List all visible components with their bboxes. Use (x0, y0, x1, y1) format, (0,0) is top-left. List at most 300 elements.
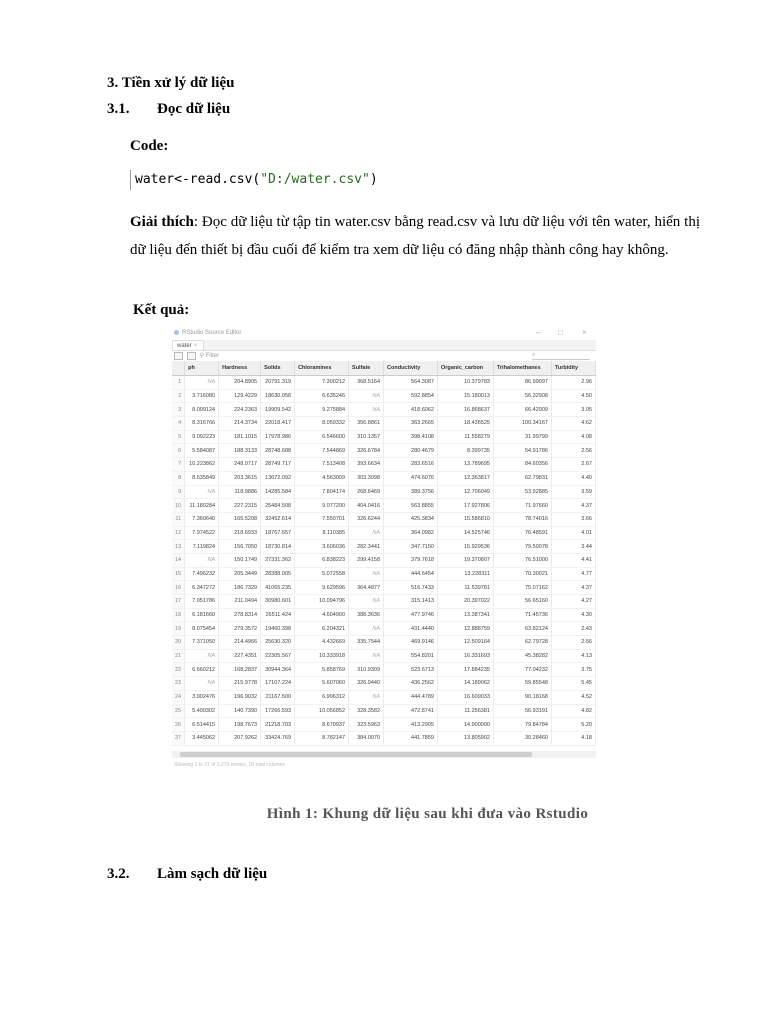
table-cell: 62.79831 (493, 471, 551, 485)
table-cell: NA (349, 567, 384, 581)
table-cell: 75.07162 (493, 581, 551, 595)
table-cell: 25484.508 (261, 499, 295, 513)
row-index: 18 (172, 608, 185, 622)
row-index: 20 (172, 636, 185, 650)
table-cell: 7.300212 (295, 376, 349, 390)
table-cell: 86.99097 (493, 376, 551, 390)
table-cell: 205.3449 (219, 567, 261, 581)
explanation-text: : Đọc dữ liệu từ tập tin water.csv bằng read.csv và lưu dữ liệu với tên water, hiển thị dữ liệu đến thiết bị đầu cuối để kiểm tra xem dữ liệu có đăng nhập thành công hay không. (130, 214, 700, 258)
table-row (172, 553, 596, 567)
table-cell: NA (349, 595, 384, 609)
table-cell: 564.3087 (384, 376, 438, 390)
table-cell: 11.180284 (185, 499, 219, 513)
table-cell: 28749.717 (261, 458, 295, 472)
table-cell: NA (185, 649, 219, 663)
table-cell: 5.072558 (295, 567, 349, 581)
row-index: 19 (172, 622, 185, 636)
table-cell: 4.50 (551, 389, 595, 403)
table-cell: 17266.593 (261, 704, 295, 718)
table-cell: 17.927806 (437, 499, 493, 513)
table-cell: 516.7433 (384, 581, 438, 595)
table-cell: 18.436525 (437, 417, 493, 431)
row-index: 7 (172, 458, 185, 472)
table-cell: 79.84784 (493, 718, 551, 732)
tab-close-icon[interactable]: × (193, 343, 198, 349)
table-cell: NA (185, 376, 219, 390)
table-cell: 7.974522 (185, 526, 219, 540)
table-cell: NA (349, 649, 384, 663)
table-cell: 30944.364 (261, 663, 295, 677)
table-cell: 2.56 (551, 636, 595, 650)
table-cell: 54.91786 (493, 444, 551, 458)
table-cell: 14.525746 (437, 526, 493, 540)
editor-tabbar (172, 340, 596, 351)
table-cell: 280.4679 (384, 444, 438, 458)
row-index: 21 (172, 649, 185, 663)
table-cell: NA (349, 526, 384, 540)
table-cell: 5.400302 (185, 704, 219, 718)
minimize-icon[interactable]: – (536, 328, 541, 337)
table-row (172, 499, 596, 513)
table-cell: 7.119824 (185, 540, 219, 554)
table-cell: 7.544869 (295, 444, 349, 458)
column-header[interactable]: Sulfate (349, 361, 384, 376)
data-table (172, 361, 596, 746)
table-cell: 56.32908 (493, 389, 551, 403)
table-cell: NA (349, 403, 384, 417)
row-index: 6 (172, 444, 185, 458)
table-cell: 4.37 (551, 581, 595, 595)
table-cell: 472.8741 (384, 704, 438, 718)
magnifier-icon: ⌕ (532, 352, 536, 358)
table-cell: 12.888759 (437, 622, 493, 636)
table-cell: 347.7150 (384, 540, 438, 554)
table-cell: 11.256381 (437, 704, 493, 718)
code-suffix: ) (369, 172, 378, 187)
scrollbar-thumb[interactable] (180, 752, 532, 757)
table-cell: 335.7544 (349, 636, 384, 650)
table-cell: 4.604900 (295, 608, 349, 622)
table-cell: 100.34167 (493, 417, 551, 431)
table-cell: 3.44 (551, 540, 595, 554)
table-cell: 364.0982 (384, 526, 438, 540)
table-cell: 28748.688 (261, 444, 295, 458)
table-cell: 7.371050 (185, 636, 219, 650)
table-row (172, 567, 596, 581)
table-cell: 227.2315 (219, 499, 261, 513)
row-index: 15 (172, 567, 185, 581)
table-cell: 17107.224 (261, 677, 295, 691)
table-cell: 165.5208 (219, 512, 261, 526)
code-snippet (130, 170, 378, 190)
table-cell: 186.7329 (219, 581, 261, 595)
table-row (172, 636, 596, 650)
table-cell: 84.60356 (493, 458, 551, 472)
column-header[interactable]: Hardness (219, 361, 261, 376)
table-cell: NA (185, 677, 219, 691)
table-cell: 129.4229 (219, 389, 261, 403)
table-cell: 363.2665 (384, 417, 438, 431)
table-row (172, 417, 596, 431)
table-cell: NA (349, 622, 384, 636)
table-cell: 3.75 (551, 663, 595, 677)
table-cell: 11.539781 (437, 581, 493, 595)
section-heading-3-2 (107, 866, 267, 883)
table-row (172, 704, 596, 718)
column-header[interactable]: ph (185, 361, 219, 376)
table-row (172, 718, 596, 732)
table-cell: 592.8854 (384, 389, 438, 403)
table-cell: 4.41 (551, 553, 595, 567)
table-cell: 3.05 (551, 403, 595, 417)
table-cell: 4.37 (551, 499, 595, 513)
row-index: 22 (172, 663, 185, 677)
table-cell: 7.804174 (295, 485, 349, 499)
row-index: 12 (172, 526, 185, 540)
table-cell: 16.331693 (437, 649, 493, 663)
table-cell: 207.9262 (219, 731, 261, 745)
table-cell: 8.099124 (185, 403, 219, 417)
back-icon[interactable] (174, 352, 183, 360)
row-index: 14 (172, 553, 185, 567)
table-cell: 10.094796 (295, 595, 349, 609)
column-header[interactable]: Turbidity (551, 361, 595, 376)
table-cell: 12.509164 (437, 636, 493, 650)
table-cell: 5.45 (551, 677, 595, 691)
table-cell: 56.65160 (493, 595, 551, 609)
column-header[interactable]: Solids (261, 361, 295, 376)
table-cell: 326.6244 (349, 512, 384, 526)
row-index: 27 (172, 731, 185, 745)
table-cell: 4.01 (551, 526, 595, 540)
table-cell: 4.82 (551, 704, 595, 718)
table-cell: 140.7390 (219, 704, 261, 718)
table-row (172, 677, 596, 691)
table-cell: 17978.986 (261, 430, 295, 444)
table-cell: NA (185, 553, 219, 567)
table-cell: 218.6933 (219, 526, 261, 540)
table-cell: 6.514415 (185, 718, 219, 732)
figure-caption: Hình 1: Khung dữ liệu sau khi đưa vào Rstudio (266, 806, 589, 822)
table-cell: 5.607060 (295, 677, 349, 691)
table-cell: 7.360640 (185, 512, 219, 526)
table-cell: 79.50078 (493, 540, 551, 554)
table-cell: 30980.601 (261, 595, 295, 609)
heading-number: 3.2. (107, 866, 130, 882)
table-cell: 18767.657 (261, 526, 295, 540)
table-cell: 6.635246 (295, 389, 349, 403)
heading-text: Đọc dữ liệu (157, 101, 231, 117)
table-cell: 477.9746 (384, 608, 438, 622)
table-cell: 27331.362 (261, 553, 295, 567)
table-cell: 7.051786 (185, 595, 219, 609)
table-cell: 379.7618 (384, 553, 438, 567)
rstudio-app-icon (174, 330, 179, 335)
table-cell: 9.077200 (295, 499, 349, 513)
table-cell: 4.30 (551, 608, 595, 622)
table-cell: 13.228311 (437, 567, 493, 581)
close-icon[interactable]: × (582, 328, 587, 337)
table-cell: 31.99799 (493, 430, 551, 444)
row-index: 9 (172, 485, 185, 499)
table-row (172, 376, 596, 390)
table-cell: NA (349, 389, 384, 403)
table-cell: 41065.235 (261, 581, 295, 595)
window-title: RStudio Source Editor (182, 330, 242, 336)
table-cell: 7.496232 (185, 567, 219, 581)
table-cell: 17.884235 (437, 663, 493, 677)
table-cell: 15.180013 (437, 389, 493, 403)
table-cell: 356.8861 (349, 417, 384, 431)
table-cell: 5.858769 (295, 663, 349, 677)
table-cell: 444.4789 (384, 690, 438, 704)
table-cell: 6.347272 (185, 581, 219, 595)
table-cell: 20.397022 (437, 595, 493, 609)
filter-icon[interactable]: ⚲ (199, 353, 205, 359)
row-index: 1 (172, 376, 185, 390)
table-cell: 3.606036 (295, 540, 349, 554)
table-cell: 5.584087 (185, 444, 219, 458)
table-cell: 76.48591 (493, 526, 551, 540)
table-cell: 431.4440 (384, 622, 438, 636)
row-index: 3 (172, 403, 185, 417)
column-header[interactable]: Chloramines (295, 361, 349, 376)
table-cell: 71.45736 (493, 608, 551, 622)
table-cell: 389.3756 (384, 485, 438, 499)
table-cell: 436.2562 (384, 677, 438, 691)
search-input[interactable] (532, 352, 590, 360)
table-cell: 384.0070 (349, 731, 384, 745)
table-cell: 12.706049 (437, 485, 493, 499)
table-cell: 90.18168 (493, 690, 551, 704)
table-cell: 4.13 (551, 649, 595, 663)
table-row (172, 444, 596, 458)
table-cell: 25630.320 (261, 636, 295, 650)
table-header-row (172, 361, 596, 376)
table-cell: 9.629596 (295, 581, 349, 595)
table-cell: 16.609033 (437, 690, 493, 704)
row-index: 2 (172, 389, 185, 403)
status-text: Showing 1 to 27 of 3,276 entries, 10 total columns (174, 762, 285, 768)
table-cell: 10.223862 (185, 458, 219, 472)
column-header[interactable]: Trihalomethanes (493, 361, 551, 376)
column-header[interactable]: Organic_carbon (437, 361, 493, 376)
table-cell: 13672.092 (261, 471, 295, 485)
table-row (172, 430, 596, 444)
tab-water[interactable] (172, 340, 204, 350)
table-cell: 118.9886 (219, 485, 261, 499)
table-cell: 28388.005 (261, 567, 295, 581)
table-cell: 14.900090 (437, 718, 493, 732)
table-cell: 188.3133 (219, 444, 261, 458)
table-cell: 21218.703 (261, 718, 295, 732)
row-index: 24 (172, 690, 185, 704)
table-cell: 425.3834 (384, 512, 438, 526)
table-row (172, 663, 596, 677)
maximize-icon[interactable]: □ (558, 328, 563, 337)
table-cell: 268.6469 (349, 485, 384, 499)
table-cell: 4.77 (551, 567, 595, 581)
table-cell: 8.316766 (185, 417, 219, 431)
table-cell: 214.3734 (219, 417, 261, 431)
table-cell: 12.363817 (437, 471, 493, 485)
table-cell: 62.79728 (493, 636, 551, 650)
table-cell: 315.1413 (384, 595, 438, 609)
table-row (172, 731, 596, 745)
table-row (172, 540, 596, 554)
table-cell: 364.4877 (349, 581, 384, 595)
table-cell: 15.929536 (437, 540, 493, 554)
table-cell: NA (349, 690, 384, 704)
table-cell: 198.7673 (219, 718, 261, 732)
table-cell: 279.3572 (219, 622, 261, 636)
horizontal-scrollbar[interactable] (172, 751, 596, 758)
table-cell: 7.513408 (295, 458, 349, 472)
table-cell: 303.3098 (349, 471, 384, 485)
table-cell: 4.432669 (295, 636, 349, 650)
rstudio-data-viewer-screenshot (172, 326, 596, 774)
table-cell: 8.399735 (437, 444, 493, 458)
table-cell: 20791.319 (261, 376, 295, 390)
table-cell: 6.996312 (295, 690, 349, 704)
table-cell: 168.2837 (219, 663, 261, 677)
table-cell: 30.28460 (493, 731, 551, 745)
code-string: "D:/water.csv" (260, 172, 370, 187)
table-cell: 6.204321 (295, 622, 349, 636)
column-header[interactable]: Conductivity (384, 361, 438, 376)
table-row (172, 595, 596, 609)
table-cell: 4.40 (551, 471, 595, 485)
table-cell: 32452.614 (261, 512, 295, 526)
table-row (172, 458, 596, 472)
table-cell: 22018.417 (261, 417, 295, 431)
section-heading-3: 3. Tiền xử lý dữ liệu (107, 75, 235, 91)
table-cell: 4.27 (551, 595, 595, 609)
table-cell: 18730.814 (261, 540, 295, 554)
table-cell: 63.82124 (493, 622, 551, 636)
table-cell: 3.902476 (185, 690, 219, 704)
table-cell: 3.59 (551, 485, 595, 499)
tab-label: water (177, 343, 192, 349)
table-row (172, 622, 596, 636)
table-cell: 323.5963 (349, 718, 384, 732)
table-cell: 71.97660 (493, 499, 551, 513)
table-cell: 19909.542 (261, 403, 295, 417)
table-cell: 26511.424 (261, 608, 295, 622)
table-cell: 441.7859 (384, 731, 438, 745)
table-cell: 204.8905 (219, 376, 261, 390)
table-cell: NA (185, 485, 219, 499)
table-row (172, 581, 596, 595)
table-cell: 56.93191 (493, 704, 551, 718)
column-header-index (172, 361, 185, 376)
table-cell: 203.3615 (219, 471, 261, 485)
table-cell: 66.42009 (493, 403, 551, 417)
table-cell: 33424.769 (261, 731, 295, 745)
window-titlebar (172, 326, 596, 340)
table-cell: 413.2905 (384, 718, 438, 732)
table-cell: 9.275884 (295, 403, 349, 417)
table-cell: 8.059332 (295, 417, 349, 431)
table-cell: 13.789695 (437, 458, 493, 472)
row-index: 8 (172, 471, 185, 485)
table-row (172, 389, 596, 403)
table-row (172, 403, 596, 417)
table-cell: 6.660212 (185, 663, 219, 677)
table-cell: 19.370807 (437, 553, 493, 567)
heading-text: Làm sạch dữ liệu (157, 866, 268, 882)
table-cell: 9.092223 (185, 430, 219, 444)
code-prefix: water<-read.csv( (135, 172, 261, 187)
table-cell: 78.74016 (493, 512, 551, 526)
table-cell: 523.6713 (384, 663, 438, 677)
table-cell: 404.0416 (349, 499, 384, 513)
table-cell: 393.6634 (349, 458, 384, 472)
table-cell: 368.5164 (349, 376, 384, 390)
row-index: 17 (172, 595, 185, 609)
table-cell: 14285.584 (261, 485, 295, 499)
table-cell: 10.379783 (437, 376, 493, 390)
table-cell: 248.0717 (219, 458, 261, 472)
popout-icon[interactable] (187, 352, 196, 360)
table-cell: 398.4108 (384, 430, 438, 444)
table-cell: 21167.500 (261, 690, 295, 704)
table-cell: 181.1015 (219, 430, 261, 444)
table-cell: 4.563009 (295, 471, 349, 485)
table-cell: 4.62 (551, 417, 595, 431)
result-label: Kết quả: (133, 302, 190, 318)
table-cell: 15.586810 (437, 512, 493, 526)
table-cell: 59.85548 (493, 677, 551, 691)
table-cell: 3.716080 (185, 389, 219, 403)
table-cell: 6.546600 (295, 430, 349, 444)
explanation-label: Giải thích (130, 214, 194, 230)
table-cell: 6.181660 (185, 608, 219, 622)
table-cell: 156.7050 (219, 540, 261, 554)
table-cell: 278.8314 (219, 608, 261, 622)
table-cell: 8.670937 (295, 718, 349, 732)
table-cell: 299.4158 (349, 553, 384, 567)
table-cell: 14.189062 (437, 677, 493, 691)
table-cell: 8.782147 (295, 731, 349, 745)
table-cell: 4.08 (551, 430, 595, 444)
table-cell: 196.9032 (219, 690, 261, 704)
table-cell: 18630.058 (261, 389, 295, 403)
table-cell: 4.18 (551, 731, 595, 745)
row-index: 16 (172, 581, 185, 595)
table-cell: 563.8855 (384, 499, 438, 513)
table-row (172, 608, 596, 622)
table-row (172, 526, 596, 540)
table-cell: 6.838223 (295, 553, 349, 567)
table-cell: 3.66 (551, 512, 595, 526)
table-cell: 388.3636 (349, 608, 384, 622)
table-cell: 211.0494 (219, 595, 261, 609)
table-cell: 2.43 (551, 622, 595, 636)
table-cell: 10.056852 (295, 704, 349, 718)
table-cell: 7.550701 (295, 512, 349, 526)
table-cell: 2.67 (551, 458, 595, 472)
table-cell: 13.805902 (437, 731, 493, 745)
table-cell: 224.2363 (219, 403, 261, 417)
row-index: 4 (172, 417, 185, 431)
filter-button[interactable]: Filter (205, 353, 220, 359)
row-index: 13 (172, 540, 185, 554)
row-index: 10 (172, 499, 185, 513)
table-row (172, 471, 596, 485)
table-cell: 8.110385 (295, 526, 349, 540)
row-index: 25 (172, 704, 185, 718)
